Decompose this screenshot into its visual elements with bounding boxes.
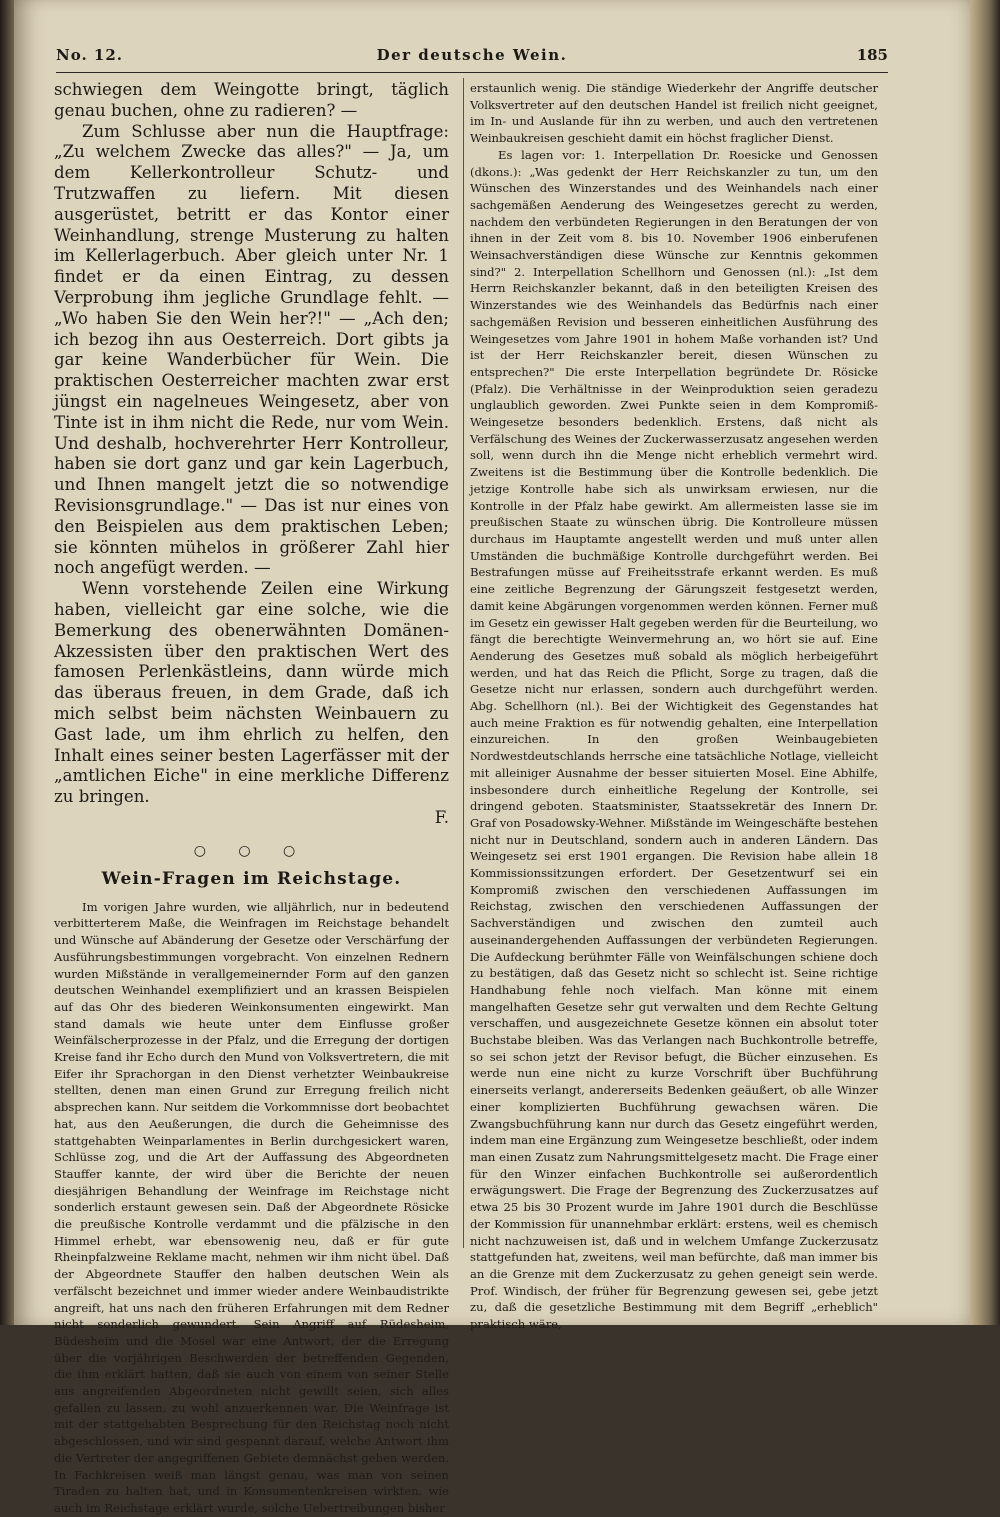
right-column-body (470, 80, 878, 1333)
book-page-edges (968, 0, 1000, 1325)
article-paragraph: Zum Schlusse aber nun die Hauptfrage: „Zu welchem Zwecke das alles?" — Ja, um dem Kellerkontrolleur Schutz- und Trutzwaffen zu liefern. Mit diesen ausgerüstet, betritt er das Kontor einer Weinhandlung, strenge Musterung zu halten im Kellerlagerbuch. Aber gleich unter Nr. 1 findet er da einen Eintrag, zu dessen Verprobung ihm jegliche Grundlage fehlt. — „Wo haben Sie den Wein her?!" — „Ach den; ich bezog ihn aus Oesterreich. Dort gibts ja gar keine Wanderbücher für Wein. Die praktischen Oesterreicher machten zwar erst jüngst ein nagelneues Weingesetz, aber von Tinte ist in ihm nicht die Rede, nur vom Wein. Und deshalb, hochverehrter Herr Kontrolleur, haben sie dort ganz und gar kein Lagerbuch, und Ihnen mangelt jetzt die so notwendige Revisionsgrundlage." — Das ist nur eines von den Beispielen aus dem praktischen Leben; sie könnten mühelos in größerer Zahl hier noch angefügt werden. — (54, 121, 449, 578)
publication-title: Der deutsche Wein. (376, 46, 568, 64)
left-column (54, 80, 449, 1517)
section-ornament: ○ ○ ○ (193, 842, 310, 859)
right-column (470, 80, 878, 1333)
article-continuation (54, 80, 449, 829)
article-paragraph: Im vorigen Jahre wurden, wie alljährlich, nur in bedeutend verbitterterem Maße, die Weinfragen im Reichstage behandelt und Wünsche auf Abänderung der Gesetze oder Verschärfung der Ausführungsbestimmungen vorgebracht. Von einzelnen Rednern wurden Mißstände in verallgemeinernder Form auf den ganzen deutschen Weinhandel exemplifiziert und an krassen Beispielen auf das Ohr des biederen Weinkonsumenten eingewirkt. Man stand damals wie heute unter dem Einflusse großer Weinfälscherprozesse in der Pfalz, und die Erregung der dortigen Kreise fand ihr Echo durch den Mund von Volksvertretern, die mit Eifer ihr Sprachorgan in den Dienst verhetzter Weinbaukreise stellten, denen man einen Grund zur Erregung freilich nicht absprechen kann. Nur seitdem die Vorkommnisse dort beobachtet hat, aus den Aeußerungen, die durch die Geheimnisse des stattgehabten Weinparlamentes in Berlin durchgesickert waren, Schlüsse zog, und die Art der Auffassung des Abgeordneten Stauffer kannte, der wird über die Berichte der neuen diesjährigen Behandlung der Weinfrage im Reichstage nicht sonderlich erstaunt gewesen sein. Daß der Abgeordnete Rösicke die preußische Kontrolle verdammt und die pfälzische in den Himmel erhebt, war ebensowenig neu, daß er für gute Rheinpfalzweine Reklame macht, nehmen wir ihm nicht übel. Daß der Abgeordnete Stauffer den halben deutschen Wein als verfälscht bezeichnet und immer wieder andere Weinbaudistrikte angreift, hat uns nach den früheren Erfahrungen mit dem Redner nicht sonderlich gewundert. Sein Angriff auf Rüdesheim, Büdesheim und die Mosel war eine Antwort, der die Erregung über die vorjährigen Beschwerden der betreffenden Gegenden, die ihm erklärt hatten, daß sie auch von einem von seiner Stelle aus angreifenden Abgeordneten nicht gewillt seien, sich alles gefallen zu lassen, zu wohl anzuerkennen war. Die Weinfrage ist mit der stattgehabten Besprechung für den Reichstag noch nicht abgeschlossen, und wir sind gespannt darauf, welche Antwort ihm die Vertreter der angegriffenen Gebiete demnächst geben werden. In Fachkreisen weiß man längst genau, was man von seinen Tiraden zu halten hat, und in Konsumentenkreisen wirkten, wie auch im Reichstage erklärt wurde, solche Uebertreibungen bisher (54, 899, 449, 1515)
article-paragraph: schwiegen dem Weingotte bringt, täglich genau buchen, ohne zu radieren? — (54, 80, 449, 120)
header-rule (56, 72, 888, 73)
page-number: 185 (856, 46, 888, 64)
column-divider (463, 78, 464, 1248)
newspaper-page (14, 0, 970, 1515)
section-title: Wein-Fragen im Reichstage. (101, 868, 402, 889)
running-header (56, 42, 888, 72)
article-paragraph: Wenn vorstehende Zeilen eine Wirkung haben, vielleicht gar eine solche, wie die Bemerkung des obenerwähnten Domänen-Akzessisten über den praktischen Wert des famosen Perlenkästleins, dann würde mich das überaus freuen, in dem Grade, daß ich mich selbst beim nächsten Weinbauern zu Gast lade, um ihm ehrlich zu helfen, den Inhalt eines seiner besten Lagerfässer mit der „amtlichen Eiche" in eine merkliche Differenz zu bringen. (54, 579, 449, 807)
article-paragraph: erstaunlich wenig. Die ständige Wiederkehr der Angriffe deutscher Volksvertreter auf den deutschen Handel ist freilich nicht geeignet, im In- und Auslande für ihn zu werben, und auch den vertretenen Weinbaukreisen geschieht damit ein höchst fraglicher Dienst. (470, 81, 878, 146)
section-body (54, 899, 449, 1517)
author-signature: F. (434, 807, 449, 827)
issue-number: No. 12. (56, 46, 123, 64)
article-paragraph: Es lagen vor: 1. Interpellation Dr. Roesicke und Genossen (dkons.): „Was gedenkt der Herr Reichskanzler zu tun, um den Wünschen des Winzerstandes und des Weinhandels nach einer sachgemäßen Aenderung des Weingesetzes gerecht zu werden, nachdem den verbündeten Regierungen in den Beratungen der von ihnen in der Zeit vom 8. bis 10. November 1906 einberufenen Weinsachverständigen diese Wünsche zur Kenntnis gekommen sind?" 2. Interpellation Schellhorn und Genossen (nl.): „Ist dem Herrn Reichskanzler bekannt, daß in den beteiligten Kreisen des Winzerstandes wie des Weinhandels das Bedürfnis nach einer sachgemäßen Revision und besseren einheitlichen Ausführung des Weingesetzes vom Jahre 1901 in hohem Maße vorhanden ist? Und ist der Herr Reichskanzler bereit, diesen Wünschen zu entsprechen?" Die erste Interpellation begründete Dr. Rösicke (Pfalz). Die Verhältnisse in der Weinproduktion seien geradezu unglaublich geworden. Zwei Punkte seien in dem Kompromiß-Weingesetze besonders bedenklich. Erstens, daß nicht als Verfälschung des Weines der Zuckerwasserzusatz angesehen werden soll, wenn durch ihn die Menge nicht erheblich vermehrt wird. Zweitens ist die Bestimmung über die Kontrolle bedenklich. Die jetzige Kontrolle habe sich als unwirksam erwiesen, nur die Kontrolle in der Pfalz habe gewirkt. Am allermeisten lasse sie im preußischen Staate zu wünschen übrig. Die Kontrolleure müssen durchaus im Hauptamte angestellt werden und muß unter allen Umständen die buchmäßige Kontrolle durchgeführt werden. Bei Bestrafungen müsse auf Freiheitsstrafe erkannt werden. Es muß eine zeitliche Begrenzung der Gärungszeit festgesetzt werden, damit keine Abgärungen vorgenommen werden können. Ferner muß im Gesetz ein gewisser Halt gegeben werden für die Beurteilung, wo fängt die berechtigte Weinvermehrung an, wo hört sie auf. Eine Aenderung des Gesetzes muß sobald als möglich herbeigeführt werden, und hat das Reich die Pflicht, Sorge zu tragen, daß die Gesetze nicht nur erlassen, sondern auch durchgeführt werden. Abg. Schellhorn (nl.). Bei der Wichtigkeit des Gegenstandes hat auch meine Fraktion es für notwendig gehalten, eine Interpellation einzureichen. In den großen Weinbaugebieten Nordwestdeutschlands herrsche eine tatsächliche Notlage, vielleicht mit alleiniger Ausnahme der besser situierten Mosel. Eine Abhilfe, insbesondere durch einheitliche Regelung der Kontrolle, sei dringend geboten. Staatsminister, Staatssekretär des Innern Dr. Graf von Posadowsky-Wehner. Mißstände im Weingeschäfte bestehen nicht nur in Deutschland, sondern auch in anderen Ländern. Das Weingesetz sei erst 1901 ergangen. Die Revision habe allein 18 Kommissionssitzungen erfordert. Der Gesetzentwurf sei ein Kompromiß zwischen den verschiedenen Auffassungen im Reichstag, zwischen den verschiedenen Auffassungen der Sachverständigen und zwischen den zumteil auch auseinandergehenden Auffassungen der verbündeten Regierungen. Die Aufdeckung berühmter Fälle von Weinfälschungen schiene doch zu bestätigen, daß das Gesetz nicht so schlecht ist. Seine richtige Handhabung fehle noch vielfach. Man könne mit einem mangelhaften Gesetze sehr gut verwalten und dem Rechte Geltung verschaffen, und ausgezeichnete Gesetze können ein absolut toter Buchstabe bleiben. Was das Verlangen nach Buchkontrolle betreffe, so sei schon jetzt der Revisor befugt, die Bücher einzusehen. Es werde nun eine nicht zu kurze Vorschrift über Buchführung einerseits verlangt, andererseits Bedenken geäußert, ob alle Winzer einer komplizierten Buchführung gewachsen wären. Die Zwangsbuchführung kann nur durch das Gesetz eingeführt werden, indem man eine Ergänzung zum Weingesetze beschließt, oder indem man einen Zusatz zum Nahrungsmittelgesetz macht. Die Frage einer für den Winzer einfachen Buchkontrolle sei außerordentlich erwägungswert. Die Frage der Begrenzung des Zuckerzusatzes auf etwa 25 bis 30 Prozent wurde im Jahre 1901 durch die Beschlüsse der Kommission für unannehmbar erklärt: erstens, weil es chemisch nicht nachzuweisen ist, daß und in welchem Umfange Zuckerzusatz stattgefunden hat, zweitens, weil man befürchte, daß man immer bis an die Grenze mit dem Zuckerzusatz zu gehen geneigt sein werde. Prof. Windisch, der früher für Begrenzung gewesen sei, gebe jetzt zu, daß die gesetzliche Bestimmung mit dem Begriff „erheblich" praktisch wäre, (470, 147, 879, 1332)
